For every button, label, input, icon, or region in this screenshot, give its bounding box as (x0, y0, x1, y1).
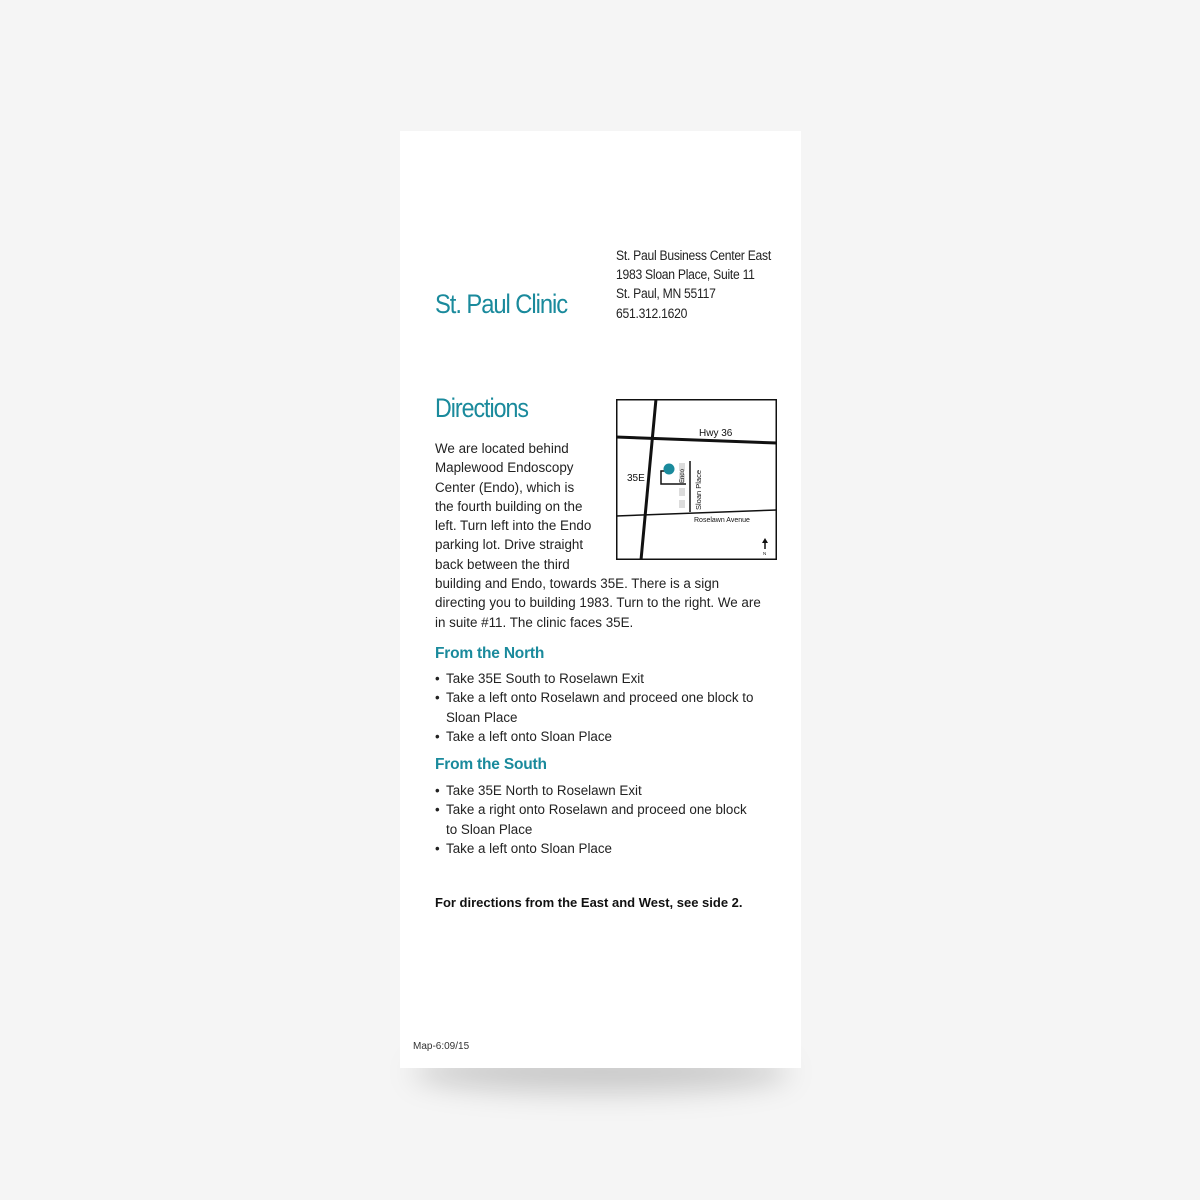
list-item: • Take 35E North to Roselawn Exit (435, 783, 642, 798)
clinic-marker (664, 464, 675, 475)
north-directions-list (435, 669, 775, 746)
phone-number: 651.312.1620 (616, 305, 688, 321)
intro-line: directing you to building 1983. Turn to the right. We are (435, 595, 761, 611)
intro-line: back between the third (435, 556, 570, 572)
map-label-north: N (763, 551, 767, 556)
building (679, 500, 685, 508)
intro-line: parking lot. Drive straight (435, 537, 584, 553)
intro-line: in suite #11. The clinic faces 35E. (435, 614, 634, 630)
address-line: St. Paul, MN 55117 (616, 286, 716, 302)
footnote: For directions from the East and West, see side 2. (435, 895, 743, 910)
north-heading: From the North (435, 645, 545, 662)
intro-line: building and Endo, towards 35E. There is a sign (435, 576, 720, 592)
address-line: St. Paul Business Center East (616, 248, 771, 263)
building (679, 488, 685, 496)
list-item: • Take a left onto Sloan Place (435, 840, 613, 856)
south-directions-list (435, 781, 775, 858)
document-code: Map-6:09/15 (413, 1041, 470, 1052)
location-map (616, 399, 777, 560)
map-label-hwy36: Hwy 36 (699, 428, 733, 439)
map-label-endo: Endo (680, 468, 686, 483)
list-item: • Take a left onto Sloan Place (435, 728, 613, 744)
intro-line: Center (Endo), which is (435, 479, 575, 495)
list-item: • Take a right onto Roselawn and proceed one block to Sloan Place (435, 802, 747, 837)
intro-line: We are located behind (435, 441, 569, 456)
address-line: 1983 Sloan Place, Suite 11 (616, 267, 755, 283)
intro-line: left. Turn left into the Endo (435, 518, 592, 534)
intro-line: the fourth building on the (435, 498, 583, 514)
map-label-roselawn: Roselawn Avenue (694, 517, 750, 524)
clinic-title: St. Paul Clinic (435, 289, 568, 319)
map-label-sloan: Sloan Place (694, 469, 703, 510)
list-item: • Take 35E South to Roselawn Exit (435, 671, 644, 686)
clinic-address (616, 246, 771, 323)
directions-title: Directions (435, 393, 528, 423)
directions-card (400, 131, 801, 1068)
map-label-35e: 35E (627, 473, 645, 484)
south-heading: From the South (435, 756, 547, 773)
list-item: • Take a left onto Roselawn and proceed one block to Sloan Place (435, 690, 754, 725)
intro-line: Maplewood Endoscopy (435, 460, 574, 476)
